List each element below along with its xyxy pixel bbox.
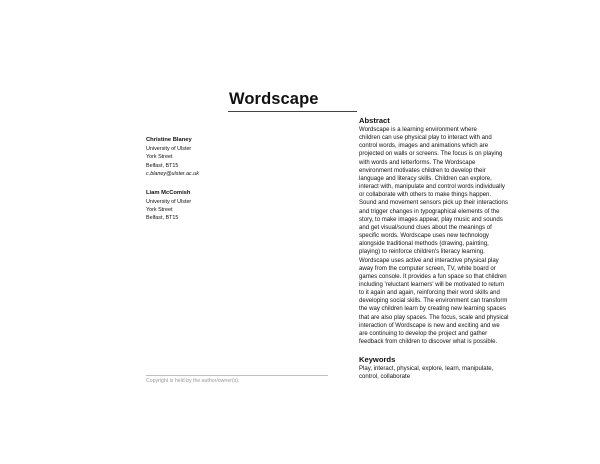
author-street: York Street (146, 207, 173, 214)
abstract-line: interact with, manipulate and control words individually (359, 184, 505, 191)
copyright-rule (146, 375, 328, 376)
abstract-line: feedback from children to discover what is possible. (359, 339, 498, 346)
abstract-heading: Abstract (359, 116, 390, 125)
author-affiliation: University of Ulster (146, 146, 192, 152)
keywords-heading: Keywords (359, 355, 396, 365)
author-email: c.blaney@ulster.ac.uk (146, 171, 199, 178)
abstract-line: and get visual/sound clues about the meanings of (359, 224, 492, 231)
abstract-line: interaction of Wordscape is new and exciting and we (359, 322, 500, 329)
author-block (146, 189, 336, 223)
abstract-line: including 'reluctant learners' will be motivated to return (359, 281, 505, 288)
abstract-line: control words, images and animations which are (359, 143, 489, 150)
abstract-line: or collaborate with others to make things happen. (359, 192, 492, 199)
author-block (146, 136, 336, 179)
abstract-line: children can use physical play to interact with and (359, 135, 492, 142)
abstract-line: with words and letterforms. The Wordscape (359, 159, 476, 166)
author-affiliation: University of Ulster (146, 198, 192, 205)
abstract-line: specific words. Wordscape uses new technology (359, 233, 489, 240)
paper-title: Wordscape (229, 90, 319, 108)
abstract-line: alongside traditional methods (drawing, painting, (359, 241, 489, 248)
keywords-line: Play, interact, physical, explore, learn, manipulate, (359, 366, 494, 373)
abstract-line: and trigger changes in typographical elements of the (359, 208, 500, 215)
author-street: York Street (146, 154, 173, 161)
abstract-line: that are also play spaces. The focus, scale and physical (359, 314, 509, 321)
abstract-line: Wordscape is a learning environment where (359, 127, 477, 133)
abstract-line: language and literacy skills. Children can explore, (359, 175, 492, 182)
abstract-line: environment motivates children to develop their (359, 167, 486, 174)
author-list (146, 136, 336, 233)
abstract-line: are continuing to develop the project and gather (359, 330, 488, 337)
author-city: Belfast, BT15 (146, 215, 179, 222)
copyright-notice: Copyright is held by the author/owner(s). (146, 378, 240, 384)
abstract-line: projected on walls or screens. The focus is on playing (359, 151, 503, 158)
abstract-line: story, to make images appear, play music and sounds (359, 216, 503, 223)
abstract-line: to it again and again, reinforcing their word skills and (359, 290, 500, 297)
keywords-line: control, collaborate (359, 374, 411, 381)
abstract-line: Sound and movement sensors pick up their interactions (359, 200, 508, 207)
abstract-line: the way children learn by creating new learning spaces (359, 306, 506, 313)
keywords-section (359, 355, 567, 381)
author-city: Belfast, BT15 (146, 162, 179, 169)
abstract-line: developing social skills. The environment can transform (359, 298, 508, 305)
abstract-line: playing) to reinforce children's literacy learning. (359, 249, 485, 256)
abstract-line: games console. It provides a fun space so that children (359, 273, 507, 280)
author-name: Christine Blaney (146, 137, 192, 143)
abstract-body (359, 126, 567, 346)
right-column (359, 116, 567, 382)
abstract-line: Wordscape uses active and interactive physical play (359, 257, 499, 264)
title-rule (228, 111, 357, 112)
abstract-line: away from the computer screen, TV, white board or (359, 265, 496, 272)
author-name: Liam McComish (146, 189, 191, 196)
